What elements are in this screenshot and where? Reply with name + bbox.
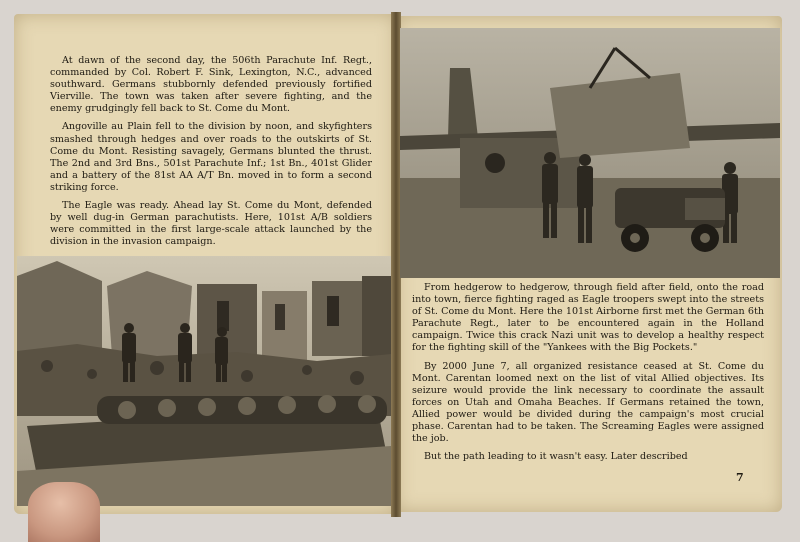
left-paragraph-3: The Eagle was ready. Ahead lay St. Come du Mont, defended by well dug-in German parachutists. Here, 101st A/B soldiers were committed in the first large-scale attack launched by the division in the invasion campaign. (50, 200, 372, 248)
right-paragraph-1: From hedgerow to hedgerow, through field after field, onto the road into town, fierce fighting raged as Eagle troopers swept into the streets of St. Come du Mont. Here the 101st Airborne first met the German 6th Parachute Regt., later to be encountered again in the Holland campaign. Twice this crack Nazi unit was to develop a healthy respect for the fighting skill of the "Yankees with the Big Pockets." (412, 282, 764, 354)
photo-rubble-tank (17, 256, 391, 506)
page-number: 7 (736, 471, 744, 484)
right-paragraph-3: But the path leading to it wasn't easy. Later described (424, 451, 688, 463)
left-page-text (50, 55, 372, 254)
thumb (28, 482, 100, 542)
left-paragraph-1: At dawn of the second day, the 506th Parachute Inf. Regt., commanded by Col. Robert F. Sink, Lexington, N.C., advanced southward. Germans stubbornly defended previously fortified Vierville. The town was taken after severe fighting, and the enemy grudgingly fell back to St. Come du Mont. (50, 55, 372, 115)
right-page-text (412, 282, 764, 469)
photo-glider-jeep (400, 28, 780, 278)
left-paragraph-2: Angoville au Plain fell to the division by noon, and skyfighters smashed through hedges and over roads to the outskirts of St. Come du Mont. Resisting savagely, Germans blunted the thrust. The 2nd and 3rd Bns., 501st Parachute Inf.; 1st Bn., 401st Glider and a battery of the 81st AA A/T Bn. moved in to form a second striking force. (50, 121, 372, 193)
right-paragraph-2: By 2000 June 7, all organized resistance ceased at St. Come du Mont. Carentan loomed next on the list of vital Allied objectives. Its seizure would provide the link necessary to coordinate the assault forces on Utah and Omaha Beaches. If Germans retained the town, Allied power would be divided during the campaign's most crucial phase. Carentan had to be taken. The Screaming Eagles were assigned the job. (412, 360, 764, 445)
